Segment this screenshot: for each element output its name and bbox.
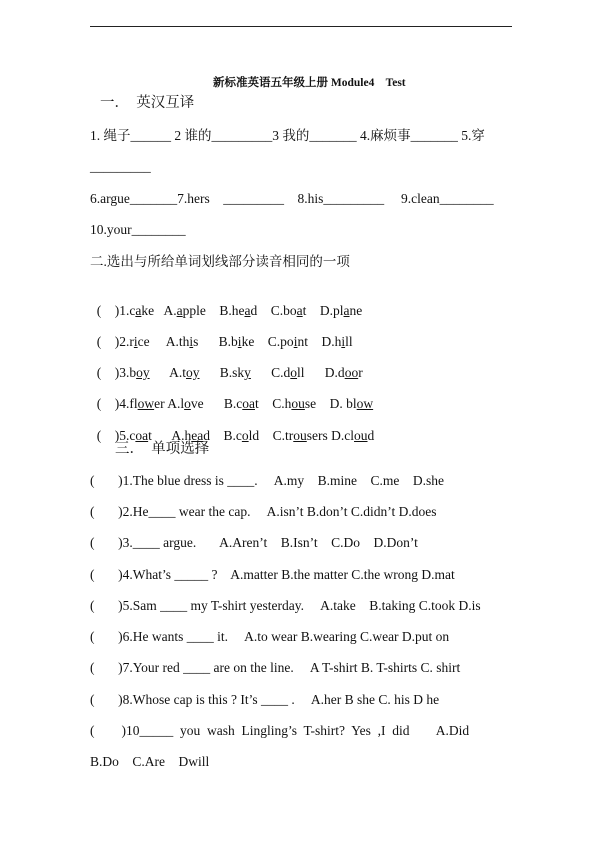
answer-paren: (: [96, 428, 102, 443]
choice-question-3: ( )3.____ argue. A.Aren’t B.Isn’t C.Do D.Don’t: [90, 535, 418, 550]
section3-heading: 三． 单项选择: [115, 441, 210, 457]
answer-paren: (: [96, 365, 102, 380]
phonics-question-5: ( )5.coat A.head B.cold C.trousers D.cloud: [96, 428, 375, 443]
answer-paren: (: [96, 396, 102, 411]
choice-question-10: ( )10_____ you wash Lingling’s T-shirt? Yes ,I did A.Did: [90, 723, 470, 738]
answer-paren: (: [96, 334, 102, 349]
phonics-question-2: ( )2.rice A.this B.bike C.point D.hill: [96, 334, 353, 349]
phonics-question-4: ( )4.flower A.love B.coat C.house D. blow: [96, 396, 374, 411]
translation-line-2: 6.argue_______7.hers _________ 8.his_________ 9.clean________: [90, 191, 494, 206]
choice-question-1: ( )1.The blue dress is ____. A.my B.mine C.me D.she: [90, 473, 444, 488]
choice-question-2: ( )2.He____ wear the cap. A.isn’t B.don’t C.didn’t D.does: [90, 504, 437, 519]
choice-question-5: ( )5.Sam ____ my T-shirt yesterday. A.take B.taking C.took D.is: [90, 598, 481, 613]
section2-heading: 二.选出与所给单词划线部分读音相同的一项: [90, 254, 350, 269]
choice-question-4: ( )4.What’s _____ ? A.matter B.the matter C.the wrong D.mat: [90, 567, 455, 582]
section1-heading: 一． 英汉互译: [100, 95, 195, 111]
choice-question-6: ( )6.He wants ____ it. A.to wear B.wearing C.wear D.put on: [90, 629, 450, 644]
choice-question-8: ( )8.Whose cap is this ? It’s ____ . A.her B she C. his D he: [90, 692, 440, 707]
phonics-question-1: ( )1.cake A.apple B.head C.boat D.plane: [96, 303, 363, 318]
translation-line-3: 10.your________: [90, 222, 186, 237]
choice-question-10-continued: B.Do C.Are Dwill: [90, 754, 210, 769]
top-rule: [90, 26, 512, 27]
answer-paren: (: [96, 303, 102, 318]
choice-question-7: ( )7.Your red ____ are on the line. A T-shirt B. T-shirts C. shirt: [90, 660, 461, 675]
page-title: 新标准英语五年级上册 Module4 Test: [213, 77, 406, 89]
phonics-question-3: ( )3.boy A.toy B.sky C.doll D.door: [96, 365, 363, 380]
translation-line-1: 1. 绳子______ 2 谁的_________3 我的_______ 4.麻烦事_______ 5.穿: [90, 128, 485, 143]
translation-line-1-continued: _________: [90, 159, 151, 174]
